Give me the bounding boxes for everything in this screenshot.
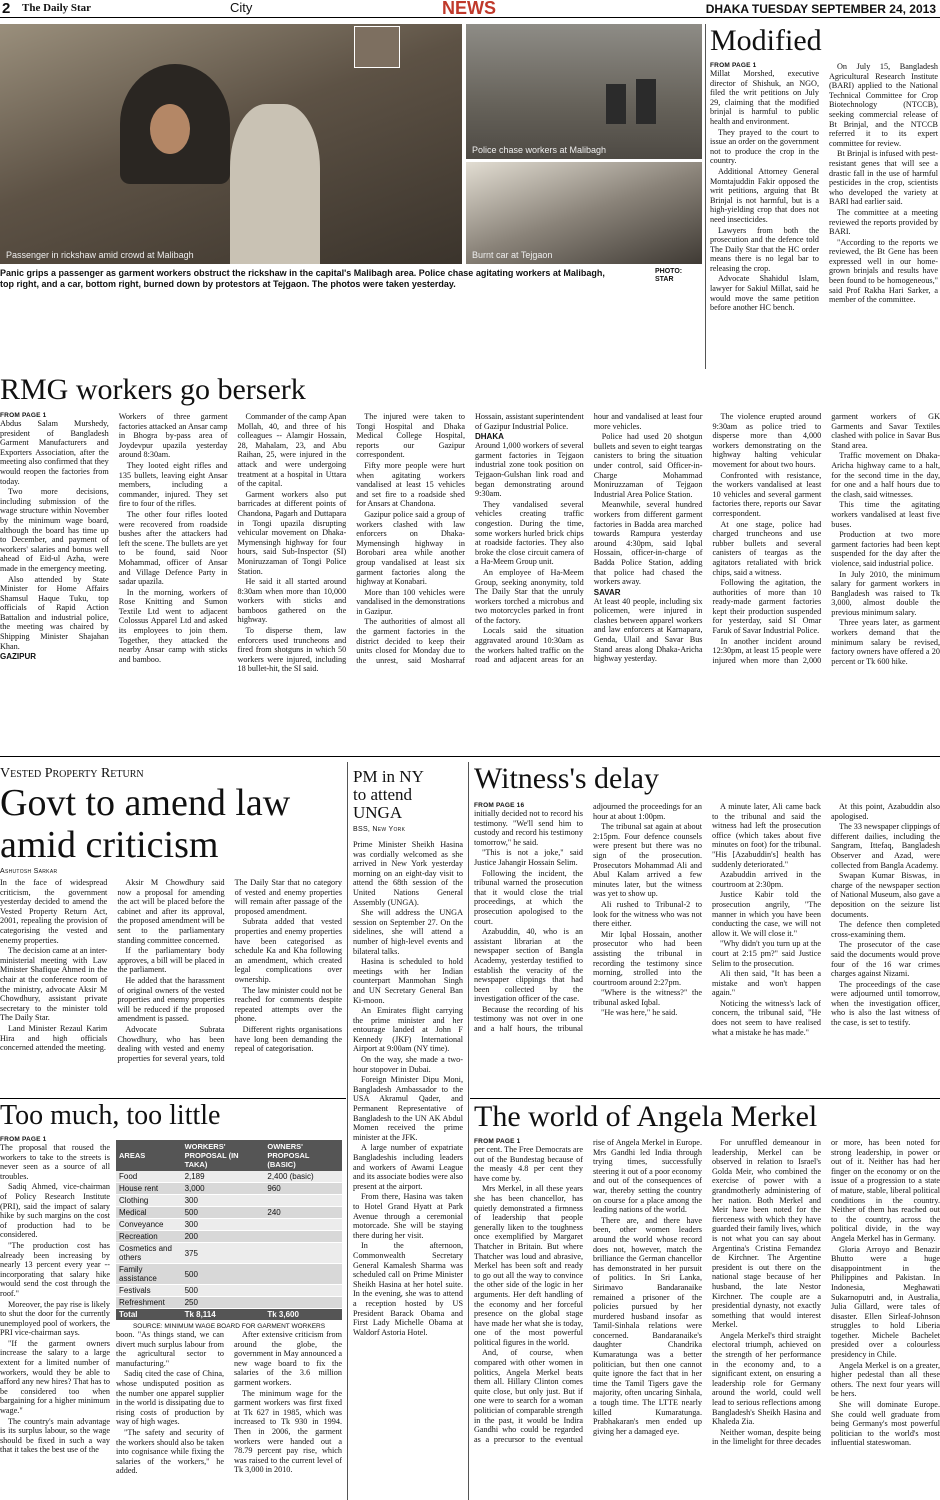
wage-table (116, 1140, 342, 1330)
column-rule (468, 762, 469, 1500)
modified-body: FROM PAGE 1 Millat Morshed, executive director of Shishuk, an NGO, filed the writ petitions on July 29, claiming that the modified brinjal is harmful to public health and environment. They prayed to the court to issue an order on the government not to produce the crop in the country. Additional Attorney General Momtajuddin Fakir opposed the writ petitions, arguing that Bt Brinjal is not harmful, but is a high-yielding crop that does not need insecticides. Lawyers from both the prosecution and the defence told The Daily Star that the HC order means there is no legal bar to releasing the crop. Advocate Shahidul Islam, lawyer for Sakiul Millat, said he would move the same petition before another HC bench. On July 15, Bangladesh Agricultural Research Institute (BARI) applied to the National Technical Committee for Crop Biotechnology (NTCCB), seeking commercial release of Bt Brinjal, and the NTCCB referred it to its expert committee for review. Bt Brinjal is infused with pest-resistant genes that will see a drastic fall in the use of harmful pesticides in the crop, scientists who developed the variety at BARI had earlier said. The committee at a meeting reviewed the reports provided by BARI. "According to the reports we reviewed, the Bt Gene has been expressed well in our home-grown brinjals and results have been found to be homogeneous," said Prof Rakha Hari Sarker, a member of the committee. (710, 62, 938, 313)
table-row: Medical 500 240 (116, 1207, 342, 1219)
photo-caption: Panic grips a passenger as garment workers obstruct the rickshaw in the capital's Malibagh area. Police chase agitating workers at Malibagh, top right, and a car, bottom right, burned down by protestors at Tejgaon. The photos were taken yesterday. (0, 268, 605, 289)
page-header (0, 0, 940, 18)
table-row: Conveyance 300 (116, 1219, 342, 1231)
witness-headline: Witness's delay (474, 762, 659, 795)
police-figure (636, 79, 656, 124)
pm-byline: BSS, New York (353, 826, 406, 833)
vested-headline-2: amid criticism (0, 824, 219, 866)
column-rule (347, 762, 348, 1500)
table-row: Refreshment 250 (116, 1297, 342, 1309)
vested-body: In the face of widespread criticism, the government yesterday decided to amend the Vested Property Return Act, 2001, repealing the provision of categorising the vested and enemy properties. The decision came at an inter-ministerial meeting with Law Minister Shafique Ahmed in the chair at the conference room of the ministry, advocate Aksir M Chowdhury, assistant private secretary to the minister told The Daily Star. Land Minister Rezaul Karim Hira and high officials concerned attended the meeting. Aksir M Chowdhury said now a proposal for amending the act will be placed before the cabinet and after its approval, the proposed amendment will be sent to the parliamentary standing committee concerned. If the parliamentary body approves, a bill will be placed in the parliament. He added that the harassment of original owners of the vested properties and enemy properties will be reduced if the proposed amendment is passed. Advocate Subrata Chowdhury, who has been dealing with vested and enemy properties for several years, told The Daily Star that no category of vested and enemy properties will remain after passage of the proposed amendment. Subrata added that vested properties and enemy properties have been categorised as schedule Ka and Kha following an amendment, which created legal complications over ownership. The law minister could not be reached for comments despite repeated attempts over the phone. Different rights organisations have long been demanding the repeal of categorisation. (0, 878, 342, 1063)
photo-credit: PHOTO: STAR (655, 268, 683, 283)
pm-headline-1: PM in NY (353, 767, 424, 786)
category-label: NEWS (442, 0, 496, 18)
table-source: SOURCE: MINIMUM WAGE BOARD FOR GARMENT WORKERS (132, 1323, 326, 1330)
table-row: Food 2,189 2,400 (basic) (116, 1171, 342, 1183)
section-divider (470, 1098, 940, 1099)
passenger-figure (150, 104, 190, 154)
too-much-headline: Too much, too little (0, 1100, 221, 1131)
section-label: City (230, 0, 253, 15)
too-much-body-right: boon. "As things stand, we can divert much surplus labour from the agricultural sector to manufacturing." Sadiq cited the case of China, whose undisputed position as the number one apparel supplier in the world is dissipating due to rising costs of production by way of high wages. "The safety and security of the workers should also be taken into cognisance while fixing the salaries of the workers," he added. After extensive criticism from around the globe, the government in May announced a new wage board to fix the salaries of the 3.6 million garment workers. The minimum wage for the garment workers was first fixed at Tk 627 in 1985, which was increased to Tk 930 in 1994. Then in 2006, the garment workers were handed out a 78.79 percent pay rise, which was raised to the current level of Tk 3,000 in 2010. (116, 1330, 342, 1476)
table-row: Festivals 500 (116, 1285, 342, 1297)
inset-portrait (354, 26, 400, 68)
rmg-body: FROM PAGE 1 Abdus Salam Murshedy, president of Bangladesh Garment Manufacturers and Exporters Association, after the meeting also confirmed that they would reopen the factories from today. Two more decisions, including submission of the wage structure within November by the minimum wage board, although the board has time up to December, and payment of workers' salaries and bonus well ahead of Eid-ul Azha, were made in the emergency meeting. Also attended by State Minister for Home Affairs Shamsul Haque Tuku, top officials of Rapid Action Battalion and industrial police, the meeting was chaired by Shipping Minister Shajahan Khan. GAZIPUR Workers of three garment factories attacked an Ansar camp in Bhogra by-pass area of Joydevpur upazila yesterday around 8:30am. They looted eight rifles and 135 bullets, leaving eight Ansar members, including a commander, injured. They set fire to four of the rifles. The other four rifles looted were recovered from roadside bushes after the attackers had left the scene. The bullets are yet to be found, said Noor Mohammad, officer of Ansar and Village Defence Party in sadar upazila. In the morning, workers of Rose Knitting and Sumon Textile Ltd went to adjacent Colossus Apparel Ltd and asked its employees to join them. Together, they attacked the nearby Ansar camp with sticks and bamboo. Commander of the camp Apan Mollah, 40, and three of his colleagues -- Alamgir Hossain, 28, Mahalam, 23, and Abu Raihan, 25, were injured in the attack and were undergoing treatment at a hospital in Uttara of the capital. Garment workers also put barricades at different points of Chandona, Pagarh and Duttapara in Tongi upazila disrupting vehicular movement on Dhaka-Mymensingh highway for four hours, said Sub-Inspector (SI) Moniruzzaman of Tongi Police Station. He said it all started around 8:30am when more than 10,000 workers with sticks and bamboos gathered on the highway. To disperse them, law enforcers used truncheons and fired from shotguns in which 50 workers were injured, including 18 bullet-hit, the SI said. The injured were taken to Tongi Hospital and Dhaka Medical College Hospital, reports our Gazipur correspondent. Fifty more people were hurt when agitating workers vandalised at least 15 vehicles and set fire to a roadside shed for Ansars at Chandona. Gazipur police said a group of workers clashed with law enforcers on Dhaka-Mymensingh highway in Borobari area while another group vandalised at least six garment factories along the highway at Konabari. More than 100 vehicles were vandalised in the demonstrations in Gazipur. The authorities of almost all the garment factories in the district decided to keep their units closed for Monday due to the unrest, said Mosharraf Hossain, assistant superintendent of Gazipur Industrial Police. DHAKA Around 1,000 workers of several garment factories in Tejgaon industrial zone took position on Tejgaon-Gulshan link road and began demonstrating around 9:30am. They vandalised several vehicles creating traffic congestion. During the time, some workers hurled brick chips at roadside factories. They also broke the close circuit camera of a Ha-Meem Group unit. An employee of Ha-Meem Group, seeking anonymity, told The Daily Star that the unruly workers torched a microbus and two motorcycles parked in front of the factory. Locals said the situation aggravated around 10:30am as the workers halted traffic on the road and adjacent areas for an hour and vandalised at least four more vehicles. Police had used 20 shotgun bullets and seven to eight teargas canisters to bring the situation under control, said Officer-in-Charge Mohammad Moniruzzaman of Tejgaon Industrial Area Police Station. Meanwhile, several hundred workers from different garment factories in Badda area marched towards Rampura yesterday around 4:30pm, said Iqbal Hossain, officer-in-charge of Badda Police Station, adding that police had chased the workers away. SAVAR At least 40 people, including six policemen, were injured in clashes between apparel workers and law enforcers at Karnapara, Genda, Ulail and Savar Bus Stand areas along Dhaka-Aricha highway yesterday. The violence erupted around 9:30am as police tried to disperse more than 4,000 workers demonstrating on the highway halting vehicular movement for about two hours. Confronted with resistance, the workers vandalised at least 10 vehicles and several garment factories there, reports our Savar correspondent. At one stage, police had charged truncheons and use rubber bullets and several canisters of teargas as the agitators retaliated with brick chips, said a witness. Following the agitation, the authorities of more than 10 ready-made garment factories kept their production suspended for yesterday, said SI Omar Faruk of Savar Industrial Police. In another incident around 12:30pm, at least 15 people were injured when more than 2,000 garment workers of GK Garments and Savar Textiles clashed with police in Savar Bus Stand area. Traffic movement on Dhaka-Aricha highway came to a halt, for the second time in the day, for one and a half hours due to the clash, said witnesses. This time the agitating workers vandalised at least five buses. Production at two more garment factories had been kept suspended for the day after the violence, said industrial police. In July 2010, the minimum salary for garment workers in Bangladesh was raised to Tk 3,000, almost double the previous minimum salary. Three years later, as garment workers demand that the minimum salary be revised, factory owners have offered a 20 percent or Tk 600 hike. (0, 412, 940, 674)
vested-byline: Ashutosh Sarkar (0, 868, 58, 875)
dateline: DHAKA TUESDAY SEPTEMBER 24, 2013 (705, 2, 936, 16)
police-chase-photo: Police chase workers at Malibagh (466, 24, 702, 159)
merkel-body: FROM PAGE 1 per cent. The Free Democrats are out of the Bundestag because of the measly 4.8 per cent they have come by. Mrs Merkel, in all these years she has been chancellor, has quietly demonstrated a firmness of leadership that people generally liken to the toughness once exemplified by Margaret Thatcher in Britain. But where Thatcher was loud and abrasive, Merkel has been soft and ready to go out all the way to convince the other side of the logic in her arguments. Her deft handling of the economy and her forceful presence on the global stage have made her what she is today, one of the most powerful political figures in the world. And, of course, when compared with other women in politics, Angela Merkel beats them all. Hillary Clinton comes quite close, but only just. But if one were to search for a woman politician of comparable strength in the past, it would be Indira Gandhi who could be regarded as a precursor to the eventual rise of Angela Merkel in Europe. Mrs Gandhi led India through trying times, successfully steering it out of a poor economy and out of the consequences of war, thereby setting the country on course for a place among the leading nations of the world. There are, and there have been, other women leaders around the world whose record does not, however, match the brilliance the German chancellor has demonstrated in her pursuit of politics. In Sri Lanka, Sirimavo Bandaranaike remained a prisoner of the policies pursued by her murdered husband insofar as Tamil-Sinhala relations were concerned. Bandaranaike's daughter Chandrika Kumaratunga was a better politician, but then one cannot quite ignore the fact that in her time the Tamil Tigers gave the majority, often uncaring Sinhala, a tough time. The LTTE nearly killed Kumaratunga. Prabhakaran's men ended up giving her a damaged eye. For unruffled demeanour in leadership, Merkel can be observed in relation to Israel's Golda Meir, who combined the exercise of power with a grandmotherly administering of her nation. Both Merkel and Meir have been noted for the fierceness with which they have guarded their family lives, which is not what you can say about Argentina's Cristina Fernandez de Kirchner. The Argentine president is out there on the national stage because of her husband, the late Nestor Kirchner. The couple are a presidential dynasty, not exactly something that would interest Merkel. Angela Merkel's third straight electoral triumph, achieved on the strength of her performance in the economy and, to a significant extent, on ensuring a leadership role for Germany around the world, could well lead to serious reflections among Bangladesh's Sheikh Hasina and Khaleda Zia. Neither woman, despite being in the limelight for three decades or more, has been noted for strong leadership, in power or out of it. Neither has had her finger on the economy or on the issue of a progression to a state of mature, stable, liberal political conditions in the country. Neither of them has reached out to the country, across the political divide, in the way Angela Merkel has in Germany. Gloria Arroyo and Benazir Bhutto were a huge disappointment in the Philippines and Pakistan. In Indonesia, Meghawati Sukarnoputri and, in Australia, Julia Gillard, were tales of disaster. Ellen Sirleaf-Johnson struggles to hold Liberia together. Michele Bachelet presided over a colourless presidency in Chile. Angela Merkel is on a greater, higher pedestal than all these others. The next four years will be hers. She will dominate Europe. She could well graduate from being Germany's most powerful politician to the world's most influential stateswoman. (474, 1138, 940, 1448)
page-number: 2 (2, 0, 11, 17)
witness-body: FROM PAGE 16 initially decided not to record his testimony. "We'll send him to custody and record his testimony tomorrow," he said. "This is not a joke," said Justice Jahangir Hossain Selim. Following the incident, the tribunal warned the prosecution that it would close the trial proceedings, at which the prosecution apologised to the court. Azabuddin, 40, who is an assistant librarian at the newspaper section of Bangla Academy, yesterday testified to establish the veracity of the newspaper clippings that had been collected by the investigation officer of the case. Because the recording of his testimony was not over in one and a half hours, the tribunal adjourned the proceedings for an hour at about 1:00pm. The tribunal sat again at about 2:15pm. Four defence counsels were present but there was no sign of the prosecution. Prosecutors Mohammad Ali and Abul Kalam arrived a few minutes later, but the witness was yet to show up. Ali rushed to Tribunal-2 to look for the witness who was not there either. Mir Iqbal Hossain, another prosecutor who had been assisting the tribunal in recording the testimony since morning, strolled into the courtroom around 2:27pm. "Where is the witness?" the tribunal asked Iqbal. "He was here," he said. A minute later, Ali came back to the tribunal and said the witness had left the prosecution office (which takes about five minutes on foot) for the tribunal. "His [Azabuddin's] health has suddenly deteriorated." Azabuddin arrived in the courtroom at 2:30pm. Justice Kabir told the prosecution angrily, "The manner in which you have been conducting the case, we will not allow it. We will close it." "Why didn't you turn up at the court at 2:15 pm?" said Justice Selim to the prosecution. Ali then said, "It has been a mistake and won't happen again." Noticing the witness's lack of concern, the tribunal said, "He does not seem to have realised what a mistake he has made." At this point, Azabuddin also apologised. The 33 newspaper clippings of different dailies, including the Sangram, Ittefaq, Bangladesh Observer and Azad, were collected from Bangla Academy. Swapan Kumar Biswas, in charge of the newspaper section of National Museum, also gave a deposition on the seizure list documents. The defence then completed cross-examining them. The prosecutor of the case said the documents would prove four of the 16 war crimes charges against Nizami. The proceedings of the case were adjourned until tomorrow, when the investigation officer, who is also the last witness of the case, is set to testify. (474, 802, 940, 1037)
merkel-headline: The world of Angela Merkel (474, 1100, 818, 1133)
column-rule (705, 24, 706, 369)
table-header-row: AREAS WORKERS' PROPOSAL (IN TAKA) OWNERS' PROPOSAL (BASIC) (116, 1140, 342, 1171)
burnt-car-photo: Burnt car at Tejgaon (466, 162, 702, 264)
section-divider (0, 756, 940, 757)
worker-figure (230, 104, 320, 264)
vested-kicker: Vested Property Return (0, 766, 144, 781)
table-row: Clothing 300 (116, 1195, 342, 1207)
table-row: Family assistance 500 (116, 1264, 342, 1285)
modified-headline: Modified (710, 24, 822, 57)
pm-body: Prime Minister Sheikh Hasina was cordially welcomed as she arrived in New York yesterday morning on an eight-day visit to attend the 68th session of the United Nations General Assembly (UNGA). She will address the UNGA session on September 27. On the sidelines, she will attend a number of high-level events and bilateral talks. Hasina is scheduled to hold meetings with her Indian counterpart Manmohan Singh and UN Secretary General Ban Ki-moon. An Emirates flight carrying the prime minister and her entourage landed at John F Kennedy (JKF) International Airport at 9:00am (NY time). On the way, she made a two-hour stopover in Dubai. Foreign Minister Dipu Moni, Bangladesh Ambassador to the USA Akramul Qader, and Permanent Representative of Bangladesh to the UN AK Abdul Momen received the prime minister at the JFK. A large number of expatriate Bangladeshis including leaders and workers of Awami League and its associate bodies were also present at the airport. From there, Hasina was taken to Hotel Grand Hyatt at Park Avenue through a ceremonial motorcade. She will be staying there during her visit. In the afternoon, Commonwealth Secretary General Kamalesh Sharma was scheduled call on Prime Minister Sheikh Hasina at her hotel suite. In the evening, she was to attend a reception hosted by US President Barack Obama and First Lady Michelle Obama at Waldorf Astoria Hotel. (353, 840, 463, 1337)
rmg-headline: RMG workers go berserk (0, 373, 306, 406)
police-figure (606, 84, 626, 124)
table-row: Recreation 200 (116, 1231, 342, 1243)
pm-headline-3: UNGA (353, 803, 403, 822)
too-much-body-left: FROM PAGE 1 The proposal that roused the workers to take to the streets is never seen as a source of all troubles. Sadiq Ahmed, vice-chairman of Policy Research Institute (PRI), said the impact of salary hike by such margins on the cost of production had to be considered. "The production cost has already been increasing by nearly 13 percent every year -- incorporating that salary hike would send the cost through the roof." Moreover, the pay rise is likely to shut the door for the currently unemployed pool of workers, the PRI vice-chairman says. "If the garment owners increase the salary to a large extent for a limited number of workers, would they be able to afford any new hires? That has to be considered too when bargaining for a higher minimum wage." The country's main advantage is its surplus labour, so the wage should be fixed in such a way that it takes the best use of the (0, 1136, 110, 1455)
table-row: House rent 3,000 960 (116, 1183, 342, 1195)
masthead-logo: The Daily Star (22, 2, 92, 14)
table-row: Cosmetics and others 375 (116, 1243, 342, 1264)
pm-headline-2: to attend (353, 785, 413, 804)
table-total-row: Total Tk 8,114 Tk 3,600 (116, 1309, 342, 1321)
vested-headline-1: Govt to amend law (0, 782, 291, 824)
main-photo: Passenger in rickshaw amid crowd at Malibagh (0, 24, 462, 264)
section-divider (0, 1098, 346, 1099)
